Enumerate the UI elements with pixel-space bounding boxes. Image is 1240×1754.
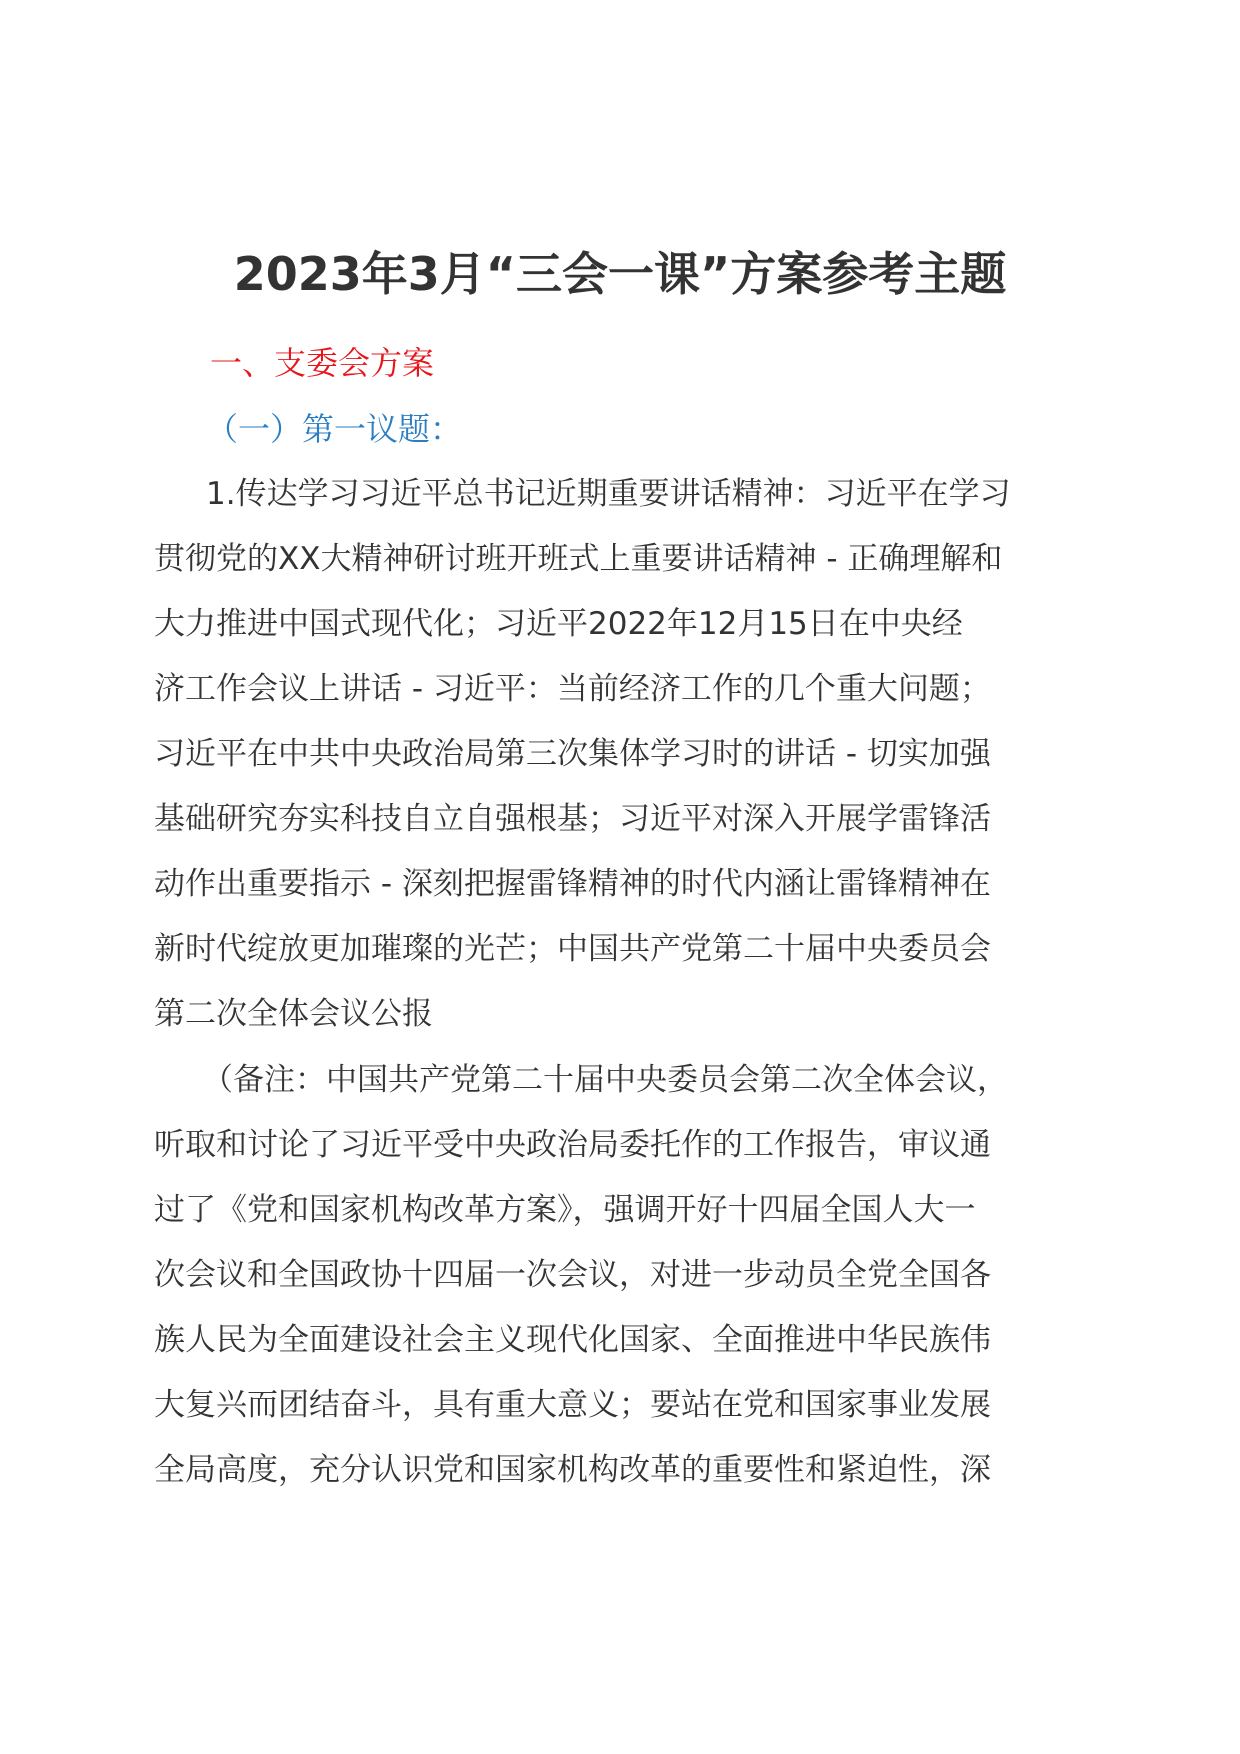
paragraph-topic-content [154, 462, 1094, 1047]
document-title: 2023年3月“三会一课”方案参考主题 [233, 247, 1007, 301]
paragraph-line: 过了《党和国家机构改革方案》，强调开好十四届全国人大一 [154, 1192, 976, 1228]
paragraph-line: 济工作会议上讲话 - 习近平：当前经济工作的几个重大问题； [154, 671, 991, 707]
paragraph-line: 大复兴而团结奋斗，具有重大意义；要站在党和国家事业发展 [154, 1387, 991, 1423]
paragraph-line: 动作出重要指示 - 深刻把握雷锋精神的时代内涵让雷锋精神在 [154, 866, 991, 902]
paragraph-line: （备注：中国共产党第二十届中央委员会第二次全体会议， [202, 1062, 1008, 1098]
section-heading: 一、支委会方案 [210, 344, 435, 382]
paragraph-line: 基础研究夯实科技自立自强根基；习近平对深入开展学雷锋活 [154, 801, 991, 837]
paragraph-line: 听取和讨论了习近平受中央政治局委托作的工作报告，审议通 [154, 1127, 991, 1163]
paragraph-remarks [154, 1048, 1094, 1503]
paragraph-line: 族人民为全面建设社会主义现代化国家、全面推进中华民族伟 [154, 1322, 991, 1358]
paragraph-line: 大力推进中国式现代化；习近平2022年12月15日在中央经 [154, 606, 963, 642]
paragraph-line: 全局高度，充分认识党和国家机构改革的重要性和紧迫性，深 [154, 1452, 991, 1488]
paragraph-line: 第二次全体会议公报 [154, 996, 433, 1032]
paragraph-line: 次会议和全国政协十四届一次会议，对进一步动员全党全国各 [154, 1257, 991, 1293]
paragraph-line: 贯彻党的XX大精神研讨班开班式上重要讲话精神 - 正确理解和 [154, 541, 1003, 577]
paragraph-line: 1.传达学习习近平总书记近期重要讲话精神：习近平在学习 [206, 476, 1011, 512]
sub-heading-first-topic: （一）第一议题： [206, 410, 463, 448]
paragraph-line: 新时代绽放更加璀璨的光芒；中国共产党第二十届中央委员会 [154, 931, 991, 967]
paragraph-line: 习近平在中共中央政治局第三次集体学习时的讲话 - 切实加强 [154, 736, 991, 772]
